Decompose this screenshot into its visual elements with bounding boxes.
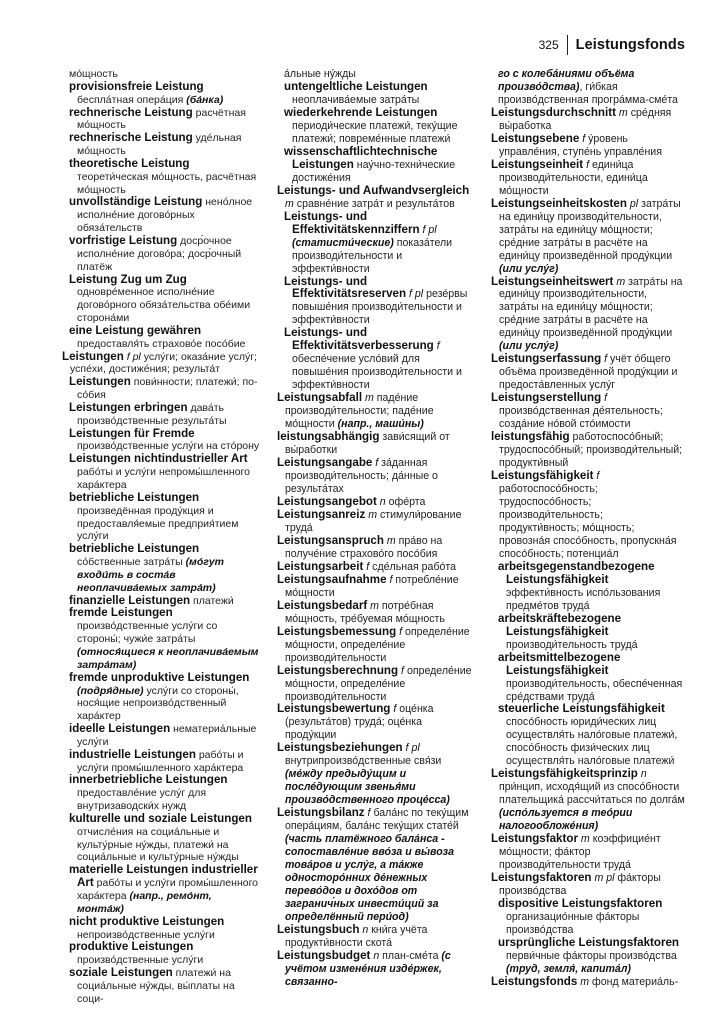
- dictionary-entry: [62, 81, 260, 107]
- usage-note: (часть платёжного бала́нса - сопоставле́ние вво́за и вы́воза това́ров и услу́г, а та́кже односторо́нних де́нежных перево́дов и дохо́дов от загранич́ных инвести́ций за определённый пери́од): [285, 833, 454, 923]
- headword: Leistungsbewertung: [277, 702, 391, 716]
- usage-note: (с учётом измене́ния изде́ржек, связанно-: [285, 949, 451, 988]
- translation: затра́ты на едини́цу производи́тельности, затра́ты на едини́цу мо́щности; сре́дние затра́ты в расчёте на едини́цу произведённой проду́кции: [499, 197, 681, 262]
- dictionary-entry: [62, 813, 260, 864]
- translation: организацио́нные фа́кторы произво́дства: [506, 910, 640, 936]
- dictionary-entry: [277, 81, 473, 107]
- usage-note: (мо́гут входи́ть в соста́в неоплачива́емых затра́т): [77, 556, 225, 594]
- translation: пови́нности; платежи́; по-со́бия: [77, 376, 258, 402]
- dictionary-entry: [491, 198, 685, 276]
- dictionary-entry: [62, 132, 260, 158]
- translation: потребле́ние мо́щности: [285, 573, 459, 599]
- translation: произведённая проду́кция и предоставля́емые предприя́тием услу́ги: [77, 504, 239, 543]
- translation: услу́ги со стороны́, нося́щие непроизво́дственный хара́ктер: [77, 684, 239, 723]
- headword: Leistungsberechnung: [277, 663, 399, 677]
- dictionary-entry: [491, 872, 685, 898]
- translation: рабо́ты и услу́ги непромы́шленного хара́ктера: [77, 466, 250, 491]
- dictionary-entry: [62, 543, 260, 594]
- dictionary-entry: [491, 107, 685, 133]
- dictionary-entry: [62, 158, 260, 197]
- usage-note: (подря́дные): [77, 684, 144, 697]
- headword: betriebliche Leistungen: [69, 542, 200, 556]
- dictionary-entry: [277, 107, 473, 146]
- translation: со́бственные затра́ты: [77, 556, 186, 569]
- translation: мо́щность: [69, 68, 118, 80]
- dictionary-entry: [277, 276, 473, 328]
- grammar-label: m: [615, 106, 628, 119]
- grammar-label: m: [577, 975, 590, 988]
- dictionary-entry: [491, 470, 685, 561]
- headword: fremde Leistungen: [69, 606, 173, 620]
- usage-note: (напр., маши́ны): [337, 418, 424, 431]
- translation: коэффицие́нт мо́щности; фа́ктор производи́тельности труда́: [499, 833, 661, 872]
- column-left: [62, 68, 260, 1006]
- usage-note: (или услу́г): [499, 340, 559, 353]
- headword: Leistungsbedarf: [277, 598, 368, 612]
- dictionary-entry: [62, 749, 260, 775]
- headword: ideelle Leistungen: [69, 722, 171, 736]
- headword: Leistungs- und Aufwandvsergleich: [277, 183, 470, 197]
- dictionary-entry: [277, 742, 473, 807]
- dictionary-entry: [62, 453, 260, 492]
- page-number: 325: [538, 38, 559, 52]
- dictionary-entry: [277, 703, 473, 742]
- translation: неоплачива́емые затра́ты: [292, 93, 420, 106]
- translation: офе́рта: [385, 495, 426, 508]
- dictionary-entry: [62, 274, 260, 325]
- headword: rechnerische Leistung: [69, 105, 193, 119]
- grammar-label: f: [386, 573, 393, 586]
- header-divider: [567, 35, 568, 55]
- dictionary-entry: [62, 941, 260, 967]
- headword: Leistung Zug um Zug: [69, 272, 187, 286]
- grammar-label: f: [433, 340, 440, 353]
- grammar-label: pl: [626, 197, 639, 210]
- headword: Leistungsbemessung: [277, 624, 397, 638]
- headword: Leistungsbeziehungen: [277, 741, 403, 755]
- column-middle: [277, 68, 473, 989]
- headword: arbeitsmittelbezogene Leistungsfähigkeit: [498, 650, 621, 677]
- grammar-label: n: [637, 768, 647, 781]
- headword: betriebliche Leistungen: [69, 490, 200, 504]
- headword: steuerliche Leistungsfähigkeit: [498, 702, 665, 716]
- headword: arbeitskräftebezogene Leistungsfähigkeit: [498, 611, 622, 638]
- headword: finanzielle Leistungen: [69, 593, 191, 607]
- dictionary-entry: [62, 864, 260, 915]
- grammar-label: f: [390, 703, 397, 716]
- dictionary-entry: [491, 561, 685, 613]
- headword: rechnerische Leistung: [69, 131, 193, 145]
- grammar-label: f: [601, 353, 608, 366]
- translation: резе́рвы повыше́ния производи́тельности и эффекти́вности: [292, 288, 468, 327]
- dictionary-entry: [62, 607, 260, 671]
- dictionary-entry: [491, 431, 685, 470]
- translation: внутрипроизво́дственные свя́зи: [285, 755, 442, 768]
- translation: платежи́: [190, 594, 234, 607]
- headword: Leistungseinheit: [491, 157, 584, 171]
- grammar-label: m: [285, 197, 294, 210]
- translation: а́льные ну́жды: [284, 68, 356, 80]
- dictionary-entry: [62, 428, 260, 454]
- dictionary-entry: [491, 353, 685, 392]
- translation: кни́га учёта продукти́вности скота́: [285, 923, 428, 949]
- dictionary-entry: [277, 535, 473, 561]
- grammar-label: f pl: [123, 350, 141, 363]
- translation: пра́во на получе́ние страхово́го посо́бия: [285, 534, 443, 560]
- translation: расчётная мо́щность: [77, 106, 246, 132]
- dictionary-entry: [491, 898, 685, 937]
- grammar-label: m pl: [591, 872, 615, 885]
- translation: отчисле́ния на социа́льные и культу́рные ну́жды, платежи́ на социа́льные и культу́рные ну́жды: [77, 825, 239, 864]
- usage-note: (ме́жду предыду́щим и после́дующим звенья́ми произво́дственного проце́сса): [285, 768, 450, 807]
- translation: эффекти́вность испо́льзования предме́тов труда́: [506, 586, 661, 612]
- headword: Leistungserfassung: [491, 352, 602, 366]
- translation: , ги́бкая произво́дственная програ́мма-сме́та: [498, 80, 678, 106]
- translation: уде́льная мо́щность: [77, 132, 242, 158]
- headword: Leistungen: [62, 349, 124, 363]
- translation: работоспосо́бный; трудоспосо́бный; производи́тельный; продукти́вный: [499, 431, 683, 470]
- dictionary-entry: [491, 703, 685, 768]
- headword: wiederkehrende Leistungen: [284, 105, 438, 119]
- dictionary-entry: [491, 937, 685, 976]
- translation: производи́тельность, обеспе́ченная сре́дствами труда́: [506, 677, 683, 703]
- page-header: [539, 34, 685, 56]
- grammar-label: f pl: [402, 742, 420, 755]
- translation: платежи́ на социа́льные ну́жды, вы́платы на соци-: [77, 967, 235, 1005]
- translation: едини́ца производи́тельности, едини́ца мо́щности: [499, 158, 648, 197]
- grammar-label: m: [383, 534, 396, 547]
- dictionary-entry: [491, 768, 685, 833]
- grammar-label: m: [362, 392, 374, 405]
- translation: нау́чно-техни́ческие достиже́ния: [292, 158, 456, 184]
- grammar-label: f: [601, 392, 608, 405]
- usage-note: (напр., ремо́нт, монта́ж): [77, 890, 212, 915]
- headword: Leistungsaufnahme: [277, 572, 387, 586]
- headword: Leistungsbudget: [277, 948, 371, 962]
- usage-note: (относя́щиеся к неоплачива́емым затра́там): [77, 645, 259, 671]
- translation: произво́дственные услу́ги со стороны́; чужи́е затра́ты: [77, 620, 218, 646]
- translation: затра́ты на едини́цу производи́тельности, затра́ты на едини́цу мо́щности; сре́дние затра́ты в расчёте на едини́цу произведённой проду́кции: [499, 275, 683, 340]
- headword: leistungsabhängig: [277, 430, 380, 444]
- dictionary-entry: [277, 457, 473, 496]
- dictionary-entry: [277, 807, 473, 924]
- dictionary-entry: [277, 950, 473, 989]
- headword: Leistungsangebot: [277, 494, 377, 508]
- translation: предоставле́ние услу́г для внутризаводски́х нужд: [77, 787, 207, 813]
- translation: при́нцип, исходя́щий из спосо́бности плательщика́ рассчи́таться по долга́м: [499, 781, 685, 807]
- translation: стимули́рование труда́: [285, 508, 462, 534]
- translation: теорети́ческая мо́щность, расчётная мо́щность: [77, 170, 257, 196]
- translation: рабо́ты и услу́ги промы́шленного хара́ктера: [77, 748, 244, 774]
- usage-note: го с колеба́ниями объёма произво́дства): [498, 68, 635, 93]
- headword: Leistungsangabe: [277, 456, 373, 470]
- dictionary-entry: [491, 159, 685, 198]
- headword: Leistungs- und Effektivitätsreserven: [284, 274, 407, 301]
- grammar-label: f: [372, 457, 379, 470]
- dictionary-entry: [277, 185, 473, 211]
- translation: за́данная производи́тельность; да́нные о результа́тах: [285, 457, 438, 495]
- translation: произво́дственные услу́ги на сто́рону: [77, 440, 260, 453]
- translation: работоспосо́бность; трудоспосо́бность; производи́тельность; продукти́вность; мо́щность; провозна́я спосо́бность, пропускна́я спосо́бность; потенциа́л: [499, 483, 677, 560]
- headword: ursprüngliche Leistungsfaktoren: [498, 935, 680, 949]
- translation: план-сме́та: [379, 949, 442, 962]
- headword: nicht produktive Leistungen: [69, 914, 225, 928]
- translation: производи́тельность труда́: [506, 638, 638, 651]
- dictionary-entry: [277, 211, 473, 276]
- dictionary-entry: [62, 235, 260, 274]
- headword: industrielle Leistungen: [69, 747, 196, 761]
- headword: untengeltliche Leistungen: [284, 79, 428, 93]
- headword: materielle Leistungen industrieller Art: [69, 863, 258, 890]
- headword: Leistungsbilanz: [277, 806, 365, 820]
- headword: Leistungen erbringen: [69, 400, 188, 414]
- dictionary-entry: [491, 68, 685, 107]
- translation: беспла́тная опера́ция: [77, 93, 187, 106]
- translation: сде́льная рабо́та: [369, 560, 457, 573]
- grammar-label: f: [396, 625, 403, 638]
- translation: рабо́ты и услу́ги промы́шленного хара́ктера: [77, 877, 259, 902]
- grammar-label: f: [364, 807, 371, 820]
- headword: Leistungsfähigkeitsprinzip: [491, 767, 638, 781]
- translation: периоди́ческие платежи́, теку́щие платежи́; повреме́нные платежи́: [292, 119, 458, 145]
- dictionary-entry: [62, 723, 260, 749]
- dictionary-entry: [62, 967, 260, 1006]
- dictionary-entry: [62, 402, 260, 428]
- grammar-label: f: [583, 158, 590, 171]
- headword: Leistungsabfall: [277, 391, 363, 405]
- headword: Leistungserstellung: [491, 391, 602, 405]
- translation: доср́очное исполне́ние догово́ра; доср́очный платёж: [77, 234, 242, 273]
- translation: дава́ть произво́дственные результа́ты: [77, 401, 227, 427]
- translation: перви́чные фа́кторы произво́дства: [506, 949, 677, 962]
- usage-note: (статисти́ческие): [292, 236, 394, 249]
- headword: innerbetriebliche Leistungen: [69, 773, 228, 787]
- dictionary-entry: [62, 774, 260, 813]
- headword: Leistungseinheitswert: [491, 274, 614, 288]
- dictionary-entry: [491, 276, 685, 354]
- dictionary-entry: [62, 672, 260, 723]
- usage-note: (труд, земля́, капита́л): [506, 962, 631, 975]
- column-right: [491, 68, 685, 989]
- translation: определе́ние мо́щности, определе́ние производи́тельности: [285, 664, 472, 703]
- headword: Leistungsanreiz: [277, 507, 366, 521]
- translation: спосо́бность юриди́ческих лиц осуществля́ть нало́говые платежи́, спосо́бность физи́ческих лиц осуществля́ть нало́говые платежи́: [506, 716, 678, 768]
- grammar-label: n: [370, 949, 380, 962]
- grammar-label: m: [613, 275, 626, 288]
- headword: vorfristige Leistung: [69, 233, 178, 247]
- headword: arbeitsgegenstandbezogene Leistungsfähigkeit: [498, 559, 655, 586]
- translation: предоставля́ть страхово́е посо́бие: [77, 337, 246, 350]
- translation: одновре́менное исполне́ние догово́рного обяза́тельства обе́ими сторона́ми: [77, 286, 251, 325]
- grammar-label: f pl: [406, 288, 424, 301]
- translation: сре́дняя вы́работка: [499, 106, 672, 132]
- headword: Leistungsfaktoren: [491, 871, 592, 885]
- dictionary-entry: [277, 626, 473, 665]
- grammar-label: f: [593, 470, 600, 483]
- translation: произво́дственные услу́ги: [77, 954, 204, 967]
- dictionary-entry: [62, 107, 260, 133]
- dictionary-entry: [277, 574, 473, 600]
- headword: kulturelle und soziale Leistungen: [69, 811, 252, 825]
- headword: Leistungsfonds: [491, 974, 578, 988]
- dictionary-entry: [277, 392, 473, 431]
- dictionary-entry: [491, 613, 685, 652]
- headword: Leistungsfaktor: [491, 832, 578, 846]
- dictionary-entry: [491, 976, 685, 989]
- headword: Leistungen für Fremde: [69, 426, 195, 440]
- headword: Leistungsdurchschnitt: [491, 105, 616, 119]
- headword: wissenschaftlichtechnische Leistungen: [284, 144, 438, 171]
- headword: fremde unproduktive Leistungen: [69, 670, 250, 684]
- headword: dispositive Leistungsfaktoren: [498, 897, 663, 910]
- headword: Leistungseinheitskosten: [491, 196, 627, 210]
- dictionary-entry: [277, 431, 473, 457]
- translation: бала́нс по теку́щим опера́циям, бала́нс теку́щих стате́й: [285, 807, 469, 833]
- translation: фонд материа́ль-: [589, 975, 679, 988]
- dictionary-entry: [62, 325, 260, 351]
- headword: theoretische Leistung: [69, 156, 190, 170]
- translation: сравне́ние затра́т и результа́тов: [293, 197, 455, 210]
- dictionary-entry: [277, 509, 473, 535]
- dictionary-entry: [491, 392, 685, 431]
- dictionary-entry: [277, 327, 473, 392]
- translation: учёт о́бщего объёма произведённой проду́кции и предоста́вленных услу́г: [499, 353, 678, 392]
- translation: потре́бная мо́щность, тре́буемая мо́щность: [285, 599, 445, 625]
- headword: Leistungsfähigkeit: [491, 469, 594, 483]
- usage-note: (или услу́г): [499, 262, 559, 275]
- dictionary-entry: [62, 376, 260, 402]
- grammar-label: m: [577, 833, 590, 846]
- dictionary-entry: [491, 652, 685, 704]
- dictionary-entry: [277, 600, 473, 626]
- translation: у́ровень управле́ния, ступе́нь управле́ния: [499, 132, 662, 158]
- grammar-label: f: [398, 664, 404, 677]
- grammar-label: m: [365, 508, 378, 521]
- dictionary-entry: [277, 665, 473, 704]
- translation: показа́тели производи́тельности и эффекти́вности: [292, 236, 453, 275]
- dictionary-entry: [62, 351, 260, 377]
- headword: Leistungsanspruch: [277, 533, 384, 547]
- dictionary-entry: [277, 146, 473, 185]
- headword: Leistungs- und Effektivitätsverbesserung: [284, 326, 434, 353]
- translation: нематериа́льные услу́ги: [77, 723, 257, 748]
- translation: зави́сящий от вы́работки: [285, 431, 450, 457]
- headword: Leistungen nichtindustrieller Art: [69, 452, 248, 466]
- usage-note: (испо́льзуется в тео́рии налогообложе́ния): [499, 807, 633, 833]
- headword: Leistungsbuch: [277, 922, 360, 936]
- grammar-label: n: [359, 923, 369, 936]
- translation: произво́дственная де́ятельность; созда́ние но́вой сто́имости: [499, 405, 663, 431]
- headword: Leistungsarbeit: [277, 559, 364, 573]
- running-head: Leistungsfonds: [575, 37, 685, 53]
- translation: определе́ние мо́щности, определе́ние производи́тельности: [285, 625, 470, 664]
- grammar-label: m: [367, 599, 379, 612]
- headword: soziale Leistungen: [69, 966, 173, 980]
- headword: provisionsfreie Leistung: [69, 79, 204, 93]
- dictionary-entry: [62, 492, 260, 543]
- dictionary-entry: [277, 924, 473, 950]
- headword: unvollständige Leistung: [69, 195, 203, 209]
- headword: Leistungen: [69, 375, 131, 389]
- headword: Leistungsebene: [491, 131, 580, 145]
- grammar-label: n: [376, 495, 386, 508]
- translation: нено́лное исполне́ние догово́рных обяза́тельств: [77, 196, 253, 235]
- translation: обеспе́чение усло́вий для повыше́ния производи́тельности и эффекти́вности: [292, 353, 462, 392]
- grammar-label: f: [363, 560, 370, 573]
- usage-note: (ба́нка): [186, 93, 224, 106]
- grammar-label: f pl: [419, 223, 437, 236]
- translation: оце́нка (результа́тов) труда́; оце́нка проду́кции: [285, 703, 434, 742]
- dictionary-entry: [491, 833, 685, 872]
- dictionary-entry: [491, 133, 685, 159]
- translation: непроизво́дственные услу́ги: [77, 928, 215, 941]
- grammar-label: f: [579, 132, 586, 145]
- translation: фа́кторы произво́дства: [499, 872, 661, 898]
- dictionary-entry: [62, 916, 260, 942]
- headword: produktive Leistungen: [69, 940, 194, 954]
- headword: Leistungs- und Effektivitätskennziffern: [284, 209, 420, 236]
- headword: eine Leistung gewähren: [69, 323, 202, 337]
- translation: услу́ги; оказа́ние услу́г; успе́хи, достиже́ния; результа́т: [70, 350, 257, 376]
- translation: паде́ние производи́тельности; паде́ние мо́щности: [285, 392, 434, 431]
- dictionary-entry: [62, 196, 260, 235]
- headword: leistungsfähig: [491, 430, 570, 444]
